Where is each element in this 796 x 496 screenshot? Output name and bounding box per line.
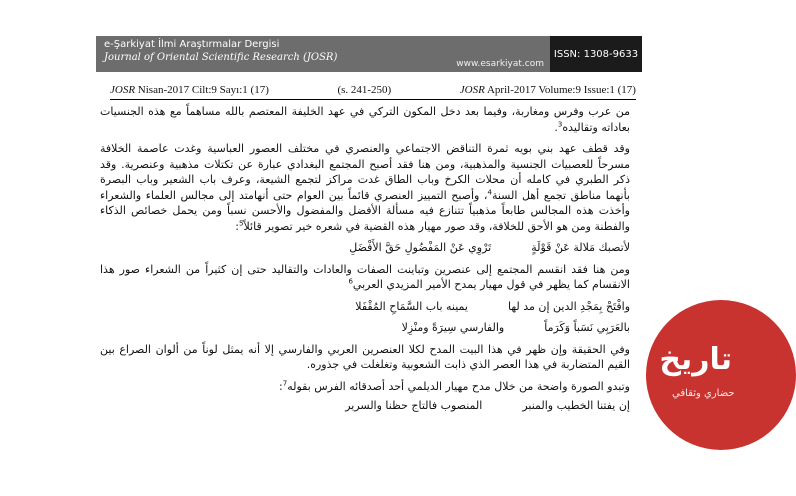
verse-first-hemistich: إن يفتنا الخطيب والمنبر bbox=[522, 399, 630, 412]
journal-name-turkish: e-Şarkiyat İlmi Araştırmalar Dergisi bbox=[104, 39, 280, 50]
poem-verse bbox=[100, 240, 630, 256]
poem-verse bbox=[100, 398, 630, 414]
poem-verse bbox=[100, 299, 630, 315]
footnote-ref: 5 bbox=[239, 218, 244, 227]
issn-badge: ISSN: 1308-9633 bbox=[550, 36, 642, 72]
footnote-ref: 4 bbox=[487, 187, 492, 196]
paragraph-text: وقد قطف عهد بني بويه ثمرة التناقض الاجتماعي والعنصري في مختلف العصور العباسية وغدت عاصمة الخلافة مسرحاً للعصبيات الجنسية والمذهبية، ومن هنا فقد أصبح المجتمع البغدادي عبارة عن تكتلات مذهبية وعنصرية. وقد ذكر الطبري في كامله أن محلات الكرخ وباب الطاق غدت مراكز لتجمع الشيعة، وعرف باب الشعير وباب البصرة بأنهما مناطق تجمع أهل السنة bbox=[100, 142, 630, 202]
journal-abbrev: JOSR bbox=[110, 84, 136, 96]
paragraph-text: من عرب وفرس ومغاربة، وفيما بعد دخل المكون التركي في عهد الخليفة المعتصم بالله مساهماً مع هذه الجنسيات بعاداته وتقاليده bbox=[100, 105, 630, 134]
footnote-ref: 6 bbox=[348, 277, 353, 286]
journal-website: www.esarkiyat.com bbox=[456, 59, 544, 69]
poem-verse bbox=[100, 320, 630, 336]
running-header-right bbox=[460, 83, 636, 97]
paragraph: وقد قطف عهد بني بويه ثمرة التناقض الاجتماعي والعنصري في مختلف العصور العباسية وغدت عاصمة الخلافة مسرحاً للعصبيات الجنسية والمذهبية، ومن هنا فقد أصبح المجتمع البغدادي عبارة عن تكتلات مذهبية وعنصرية. وقد ذكر الطبري في كامله أن محلات الكرخ وباب الطاق غدت مراكز لتجمع الشيعة، وعرف باب الشعير وباب البصرة بأنهما مناطق تجمع أهل السنة$^4$، وأصبح التمييز العنصري قائماً بين العوام حتى أنهامتد إلى مجالس العلماء والشعراء وأخذت هذه المجالس طابعاً مذهبياً تتنازع فيه مسألة الأفضل والمفضول والأحسن نسباً ومن يحمل خصائص الذكاء والفطنة ومن هو الأحق للخلافة، وقد صور مهيار هذه القضية في شعره خير تصوير قائلاً$^5$: bbox=[100, 142, 630, 233]
paragraph-text: وتبدو الصورة واضحة من خلال مدح مهيار الديلمي أحد أصدقائه الفرس بقوله bbox=[287, 379, 630, 393]
paragraph bbox=[100, 342, 630, 373]
journal-banner bbox=[96, 36, 642, 72]
footnote-ref: 3 bbox=[557, 119, 563, 128]
verse-second-hemistich: يمينه باب السَّمَاحِ المُقْفَلا bbox=[355, 299, 468, 313]
issue-en: April-2017 Volume:9 Issue:1 (17) bbox=[484, 84, 636, 96]
paragraph: وتبدو الصورة واضحة من خلال مدح مهيار الديلمي أحد أصدقائه الفرس بقوله$^7$: bbox=[279, 378, 630, 393]
paragraph-text: ومن هنا فقد انقسم المجتمع إلى عنصرين وتباينت الصفات والعادات والتقاليد حتى إن كثيراً من الشعراء صور هذا الانقسام كما يظهر في قول مهيار يمدح الأمير المزيدي العربي bbox=[100, 262, 630, 291]
running-header-left bbox=[110, 83, 269, 97]
verse-second-hemistich: المنصوب فالتاج حظنا والسرير bbox=[345, 399, 483, 412]
journal-name-english: Journal of Oriental Scientific Research (JOSR) bbox=[104, 52, 338, 63]
verse-first-hemistich: لأتصبك مَلالة عَنْ قَوْلَةٍ bbox=[531, 241, 630, 254]
banner-title-block bbox=[96, 36, 550, 72]
footnote-ref: 7 bbox=[282, 378, 288, 387]
verse-first-hemistich: وافْتَحْ بِمَجْدِ الدين إن مد لها bbox=[507, 299, 630, 313]
issue-tr: Nisan-2017 Cilt:9 Sayı:1 (17) bbox=[135, 84, 269, 96]
paragraph: من عرب وفرس ومغاربة، وفيما بعد دخل المكون التركي في عهد الخليفة المعتصم بالله مساهماً مع هذه الجنسيات بعاداته وتقاليده$^3$. bbox=[100, 105, 630, 134]
running-header bbox=[110, 83, 636, 97]
verse-second-hemistich: تَرْوِي عَنْ المَفْضُولِ حَقَّ الأَفْضَلِ bbox=[349, 241, 492, 254]
stamp-main-text: تاريخ bbox=[659, 342, 732, 377]
paragraph bbox=[100, 262, 630, 293]
header-rule bbox=[110, 99, 636, 100]
verse-first-hemistich: بالعَرَبِي نَسَباً وَكَرَماً bbox=[544, 321, 630, 334]
stamp-sub-text: حضاري وثقافي bbox=[672, 388, 735, 399]
paragraph-text: ، وأصبح التمييز العنصري قائماً بين العوام حتى أنهامتد إلى مجالس العلماء والشعراء وأخذت هذه المجالس طابعاً مذهبياً تتنازع فيه مسألة الأفضل والمفضول والأحسن نسباً ومن يحمل خصائص الذكاء والفطنة ومن هو الأحق للخلافة، وقد صور مهيار هذه القضية في شعره خير تصوير قائلاً bbox=[100, 188, 630, 233]
article-body bbox=[100, 104, 630, 420]
page-range: (s. 241-250) bbox=[337, 84, 392, 96]
journal-abbrev: JOSR bbox=[459, 84, 485, 96]
verse-second-hemistich: والفارسي سِيرَةً ومنْزِلا bbox=[401, 321, 505, 334]
paragraph-text: وفي الحقيقة وإن ظهر في هذا البيت المدح لكلا العنصرين العربي والفارسي إلا أنه يمثل لوناً من ألوان الصراع بين القيم المتضاربة في هذا العصر الذي ذابت الشعوبية وتغلغلت في جذوره. bbox=[100, 342, 630, 371]
